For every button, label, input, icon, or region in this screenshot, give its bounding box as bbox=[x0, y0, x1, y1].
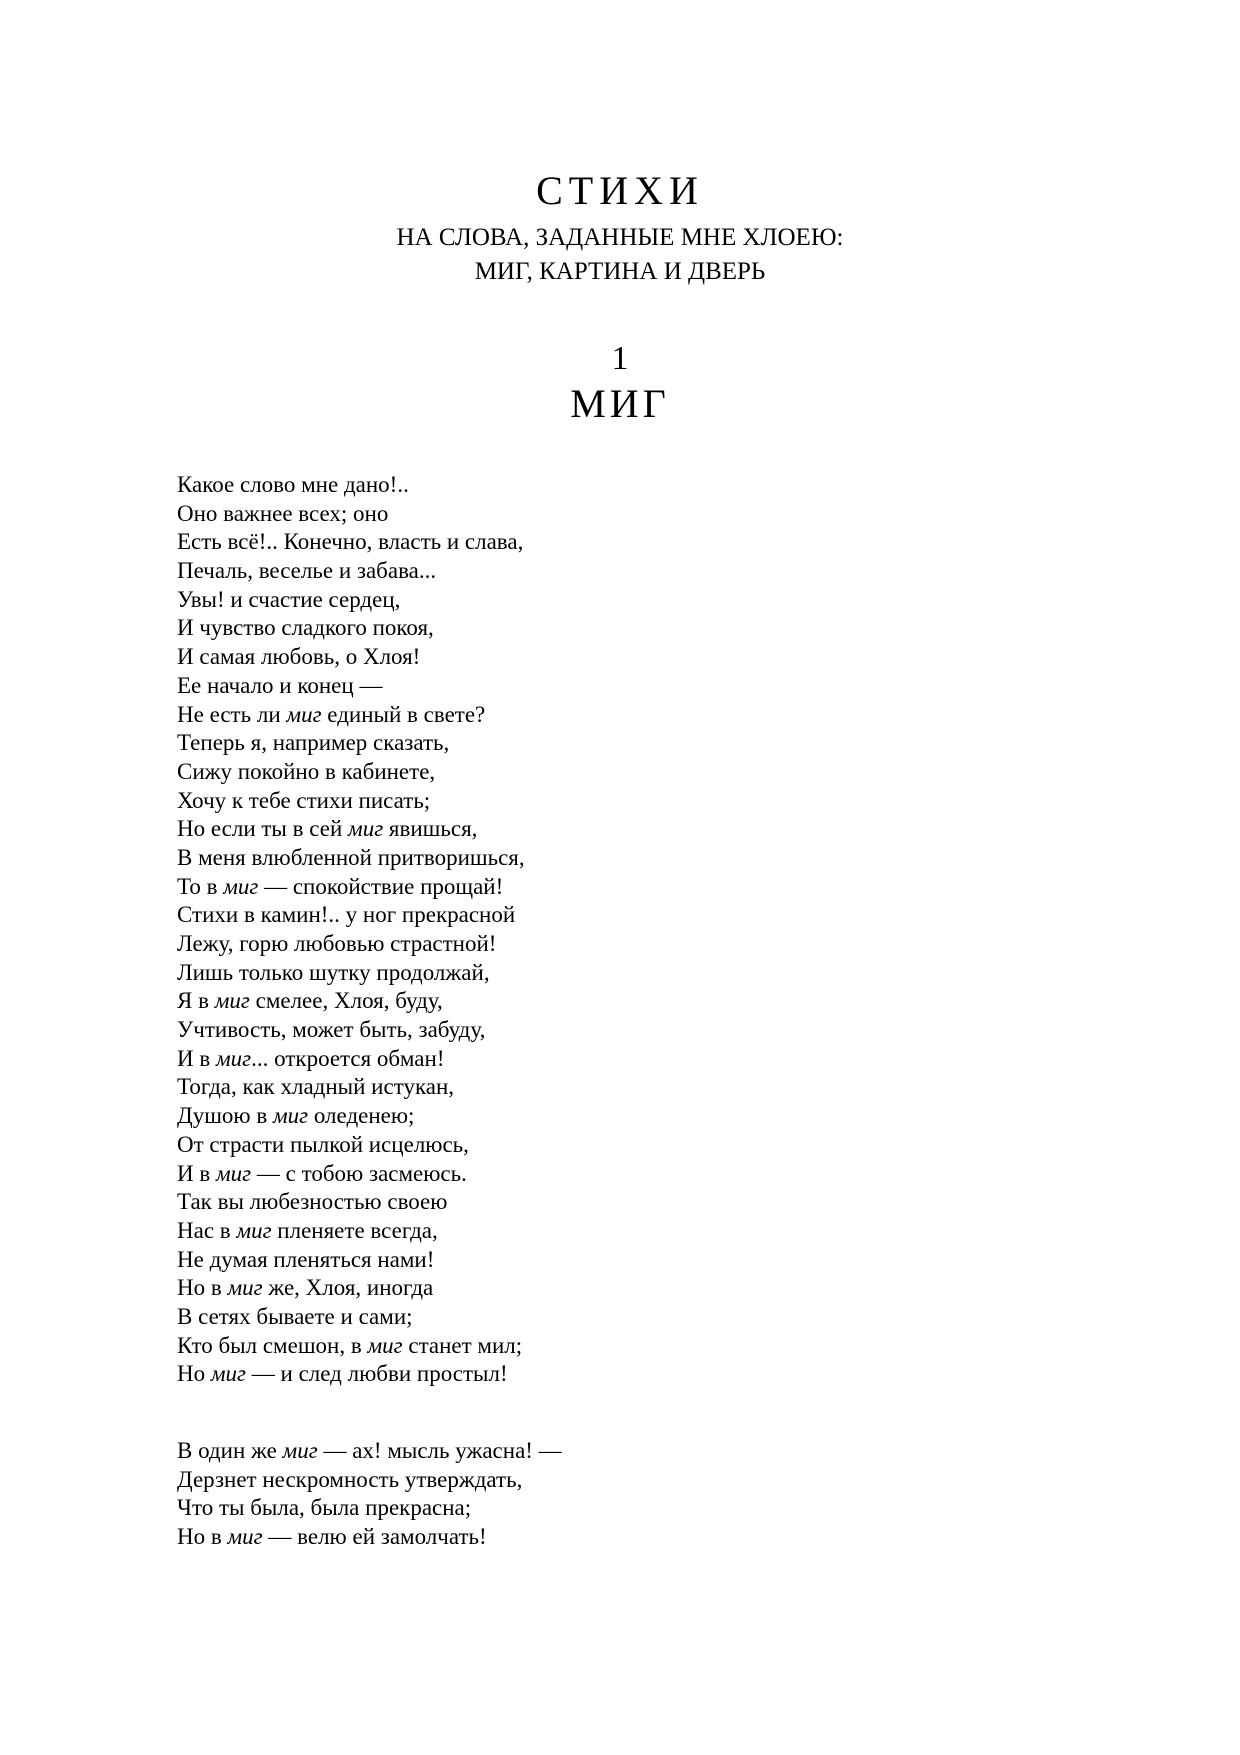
poem-italic-word: миг bbox=[367, 1332, 403, 1358]
poem-text-segment: Ее начало и конец — bbox=[177, 672, 383, 698]
poem-text-segment: Сижу покойно в кабинете, bbox=[177, 758, 436, 784]
poem-text-segment: Теперь я, например сказать, bbox=[177, 730, 450, 756]
poem-line bbox=[177, 873, 525, 902]
poem-text-segment: Дерзнет нескромность утверждать, bbox=[177, 1466, 523, 1492]
poem-text-segment: — велю ей замолчать! bbox=[262, 1524, 487, 1550]
poem-text-segment: От страсти пылкой исцелюсь, bbox=[177, 1131, 469, 1157]
poem-line bbox=[177, 1437, 562, 1466]
poem-line bbox=[177, 672, 525, 701]
poem-text-segment: Но в bbox=[177, 1275, 228, 1301]
poem-text-segment: Но bbox=[177, 1361, 211, 1387]
poem-text-segment: Какое слово мне дано!.. bbox=[177, 472, 409, 497]
poem-text-segment: пленяете всегда, bbox=[271, 1217, 438, 1243]
poem-italic-word: миг bbox=[348, 816, 384, 842]
poem-stanza-1 bbox=[177, 471, 525, 1389]
poem-italic-word: миг bbox=[227, 1524, 263, 1550]
poem-line bbox=[177, 758, 525, 787]
poem-line bbox=[177, 701, 525, 730]
poem-text-segment: Но если ты в сей bbox=[177, 816, 349, 842]
poem-text-segment: единый в свете? bbox=[321, 701, 486, 727]
poem-text-segment: — и след любви простыл! bbox=[246, 1361, 508, 1387]
poem-line bbox=[177, 471, 525, 500]
poem-text-segment: же, Хлоя, иногда bbox=[262, 1275, 434, 1301]
poem-text-segment: Есть всё!.. Конечно, власть и слава, bbox=[177, 529, 524, 555]
poem-line bbox=[177, 1246, 525, 1275]
poem-text-segment: станет мил; bbox=[402, 1332, 523, 1358]
poem-text-segment: Тогда, как хладный истукан, bbox=[177, 1074, 455, 1100]
poem-line bbox=[177, 1045, 525, 1074]
poem-line bbox=[177, 528, 525, 557]
poem-text-segment: В меня влюбленной притворишься, bbox=[177, 844, 525, 870]
document-subtitle-line-1: НА СЛОВА, ЗАДАННЫЕ МНЕ ХЛОЕЮ: bbox=[396, 224, 844, 251]
poem-line bbox=[177, 1494, 562, 1523]
poem-text-segment: Лишь только шутку продолжай, bbox=[177, 959, 490, 985]
poem-text-segment: Что ты была, была прекрасна; bbox=[177, 1495, 472, 1521]
poem-line bbox=[177, 500, 525, 529]
poem-line bbox=[177, 1016, 525, 1045]
poem-text-segment: — с тобою засмеюсь. bbox=[251, 1160, 467, 1186]
poem-line bbox=[177, 959, 525, 988]
poem-line bbox=[177, 586, 525, 615]
poem-line bbox=[177, 1073, 525, 1102]
poem-text-segment: Но в bbox=[177, 1524, 228, 1550]
poem-text-segment: — спокойствие прощай! bbox=[258, 873, 504, 899]
poem-text-segment: Нас в bbox=[177, 1217, 237, 1243]
poem-line bbox=[177, 1332, 525, 1361]
poem-text-segment: В один же bbox=[177, 1438, 283, 1463]
poem-italic-word: миг bbox=[236, 1217, 272, 1243]
poem-italic-word: миг bbox=[286, 701, 322, 727]
poem-text-segment: То в bbox=[177, 873, 224, 899]
poem-line bbox=[177, 901, 525, 930]
poem-line bbox=[177, 844, 525, 873]
poem-line bbox=[177, 729, 525, 758]
poem-line bbox=[177, 1523, 562, 1552]
poem-text-segment: Лежу, горю любовью страстной! bbox=[177, 931, 497, 956]
section-title: МИГ bbox=[570, 381, 670, 426]
poem-italic-word: миг bbox=[223, 873, 259, 899]
poem-line bbox=[177, 1217, 525, 1246]
poem-text-segment: смелее, Хлоя, буду, bbox=[249, 988, 443, 1014]
poem-text-segment: Так вы любезностью своею bbox=[177, 1189, 448, 1215]
poem-line bbox=[177, 1188, 525, 1217]
poem-text-segment: Увы! и счастие сердец, bbox=[177, 586, 401, 612]
poem-line bbox=[177, 1131, 525, 1160]
poem-text-segment: Кто был смешон, в bbox=[177, 1332, 368, 1358]
poem-text-segment: Душою в bbox=[177, 1103, 273, 1129]
poem-text-segment: Хочу к тебе стихи писать; bbox=[177, 787, 431, 813]
poem-line bbox=[177, 1102, 525, 1131]
poem-text-segment: И чувство сладкого покоя, bbox=[177, 615, 434, 641]
poem-italic-word: миг bbox=[215, 1160, 252, 1186]
poem-text-segment: явишься, bbox=[383, 816, 478, 842]
poem-line bbox=[177, 815, 525, 844]
poem-text-segment: Я в bbox=[177, 988, 215, 1014]
poem-text-segment: Стихи в камин!.. у ног прекрасной bbox=[177, 902, 516, 928]
poem-text-segment: ... откроется обман! bbox=[251, 1045, 445, 1071]
poem-line bbox=[177, 614, 525, 643]
poem-text-segment: оледенею; bbox=[308, 1103, 415, 1129]
poem-line bbox=[177, 557, 525, 586]
poem-stanza-2 bbox=[177, 1437, 562, 1552]
document-title: СТИХИ bbox=[536, 168, 704, 213]
poem-italic-word: миг bbox=[282, 1438, 318, 1463]
poem-text-segment: И в bbox=[177, 1045, 216, 1071]
poem-line bbox=[177, 787, 525, 816]
poem-line bbox=[177, 1274, 525, 1303]
poem-italic-word: миг bbox=[227, 1275, 263, 1301]
poem-line bbox=[177, 987, 525, 1016]
poem-text-segment: Не есть ли bbox=[177, 701, 287, 727]
poem-line bbox=[177, 930, 525, 959]
poem-italic-word: миг bbox=[272, 1103, 309, 1129]
poem-line bbox=[177, 643, 525, 672]
poem-text-segment: В сетях бываете и сами; bbox=[177, 1303, 413, 1329]
poem-text-segment: Печаль, веселье и забава... bbox=[177, 558, 437, 584]
poem-line bbox=[177, 1360, 525, 1389]
poem-line bbox=[177, 1160, 525, 1189]
poem-italic-word: миг bbox=[215, 1045, 252, 1071]
poem-text-segment: Учтивость, может быть, забуду, bbox=[177, 1017, 486, 1043]
poem-text-segment: И в bbox=[177, 1160, 216, 1186]
poem-text-segment: Не думая пленяться нами! bbox=[177, 1246, 435, 1272]
poem-line bbox=[177, 1466, 562, 1495]
poem-line bbox=[177, 1303, 525, 1332]
poem-text-segment: Оно важнее всех; оно bbox=[177, 500, 389, 526]
poem-text-segment: — ах! мысль ужасна! — bbox=[317, 1438, 562, 1463]
section-number: 1 bbox=[611, 340, 629, 377]
poem-italic-word: миг bbox=[210, 1361, 247, 1387]
document-subtitle-line-2: МИГ, КАРТИНА И ДВЕРЬ bbox=[474, 258, 766, 285]
poem-text-segment: И самая любовь, о Хлоя! bbox=[177, 644, 421, 670]
poem-italic-word: миг bbox=[214, 988, 250, 1014]
